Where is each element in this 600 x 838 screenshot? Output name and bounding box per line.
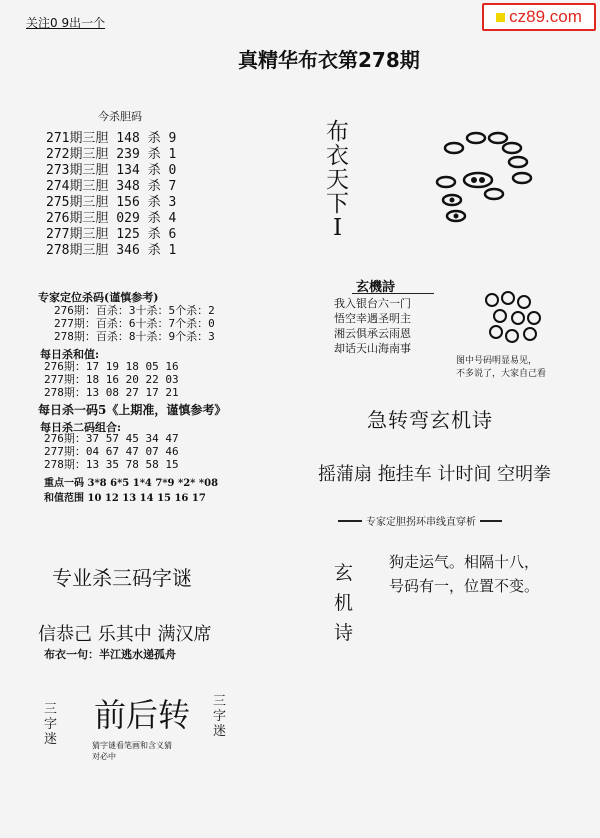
daily-two-header: 每日杀二码组合: bbox=[40, 421, 122, 434]
expert-line: 专家定胆拐环串线直穿析 bbox=[366, 517, 476, 528]
poem-puzzle-graphic bbox=[478, 288, 550, 348]
xuanji-vertical: 玄 机 诗 bbox=[334, 562, 354, 644]
divider bbox=[338, 520, 362, 522]
expert-line-row bbox=[338, 513, 502, 528]
daily-two-rows bbox=[44, 432, 179, 471]
riddle-title: 专业杀三码字谜 bbox=[52, 566, 192, 590]
list-item: 271期三胆 148 杀 9 bbox=[46, 131, 177, 146]
three-char-riddle-right: 三 字 迷 bbox=[213, 694, 227, 739]
list-item: 278期三胆 346 杀 1 bbox=[46, 243, 177, 258]
top-note: 关注0 9出一个 bbox=[26, 16, 106, 30]
phrase-line: 摇蒲扇 拖挂车 计时间 空明拳 bbox=[318, 464, 552, 485]
daily-sum-header: 每日杀和值: bbox=[40, 348, 100, 361]
list-item: 277期：百杀：6十杀：7个杀：0 bbox=[54, 317, 215, 330]
list-item: 278期：13 08 27 17 21 bbox=[44, 386, 179, 399]
final-poem bbox=[389, 550, 539, 598]
riddle-line: 信恭己 乐其中 满汉席 bbox=[38, 624, 212, 645]
list-item: 276期：17 19 18 05 16 bbox=[44, 360, 179, 373]
poem-line: 我入银台六一门 bbox=[334, 297, 411, 310]
three-char-riddle-left: 三 字 迷 bbox=[44, 702, 58, 747]
site-watermark bbox=[482, 3, 596, 31]
poem-line: 却话天山海南事 bbox=[334, 342, 411, 355]
list-item: 276期：37 57 45 34 47 bbox=[44, 432, 179, 445]
vertical-title: 布 衣 天 下 I bbox=[326, 119, 349, 241]
list-item: 274期三胆 348 杀 7 bbox=[46, 179, 177, 194]
poem-line: 悟空幸遇圣明主 bbox=[334, 312, 411, 325]
bold-picks-list bbox=[46, 131, 176, 259]
list-item: 273期三胆 134 杀 0 bbox=[46, 163, 177, 178]
list-item: 278期：百杀：8十杀：9个杀：3 bbox=[54, 330, 215, 343]
list-item: 278期：13 35 78 58 15 bbox=[44, 458, 179, 471]
poem2-title: 急转弯玄机诗 bbox=[367, 408, 493, 432]
list-item: 275期三胆 156 杀 3 bbox=[46, 195, 177, 210]
list-item: 276期三胆 029 杀 4 bbox=[46, 211, 177, 226]
daily-one: 每日杀一码5《上期准，谨慎参考》 bbox=[38, 403, 227, 417]
expert-kill-rows bbox=[54, 304, 215, 343]
daily-sum-rows bbox=[44, 360, 179, 399]
poem-line: 狗走运气。相隔十八， bbox=[389, 553, 540, 571]
page-title: 真精华布衣第278期 bbox=[238, 48, 420, 72]
list-item: 277期：04 67 47 07 46 bbox=[44, 445, 179, 458]
expert-kill-header: 专家定位杀码(谨慎参考) bbox=[38, 291, 159, 304]
buyi-line: 布衣一句：半江逃水递孤舟 bbox=[44, 648, 176, 661]
divider bbox=[480, 520, 502, 522]
poem-divider bbox=[352, 293, 434, 294]
list-item: 277期：18 16 20 22 03 bbox=[44, 373, 179, 386]
poem-lines bbox=[334, 296, 411, 356]
big-word: 前后转 bbox=[94, 696, 191, 734]
list-header: 今杀胆码 bbox=[98, 110, 142, 123]
sum-range: 和值范围 10 12 13 14 15 16 17 bbox=[44, 493, 206, 504]
list-item: 276期：百杀：3十杀：5个杀：2 bbox=[54, 304, 215, 317]
puzzle-caption: 图中号码明显易见， 不多说了，大家自己看 bbox=[456, 356, 547, 379]
list-item: 272期三胆 239 杀 1 bbox=[46, 147, 177, 162]
poem-header: 玄機詩 bbox=[356, 280, 396, 295]
key-point: 重点一码 3*8 6*5 1*4 7*9 *2* *08 bbox=[44, 478, 219, 489]
square-icon bbox=[496, 13, 505, 22]
watermark-text: cz89.com bbox=[509, 7, 582, 26]
poem-line: 号码有一，位置不变。 bbox=[389, 577, 540, 595]
number-puzzle-graphic bbox=[432, 128, 542, 228]
small-note: 猜字谜看笔画和含义猜 对必中 bbox=[92, 741, 172, 761]
poem-line: 湘云俱承云雨恩 bbox=[334, 327, 411, 340]
list-item: 277期三胆 125 杀 6 bbox=[46, 227, 177, 242]
